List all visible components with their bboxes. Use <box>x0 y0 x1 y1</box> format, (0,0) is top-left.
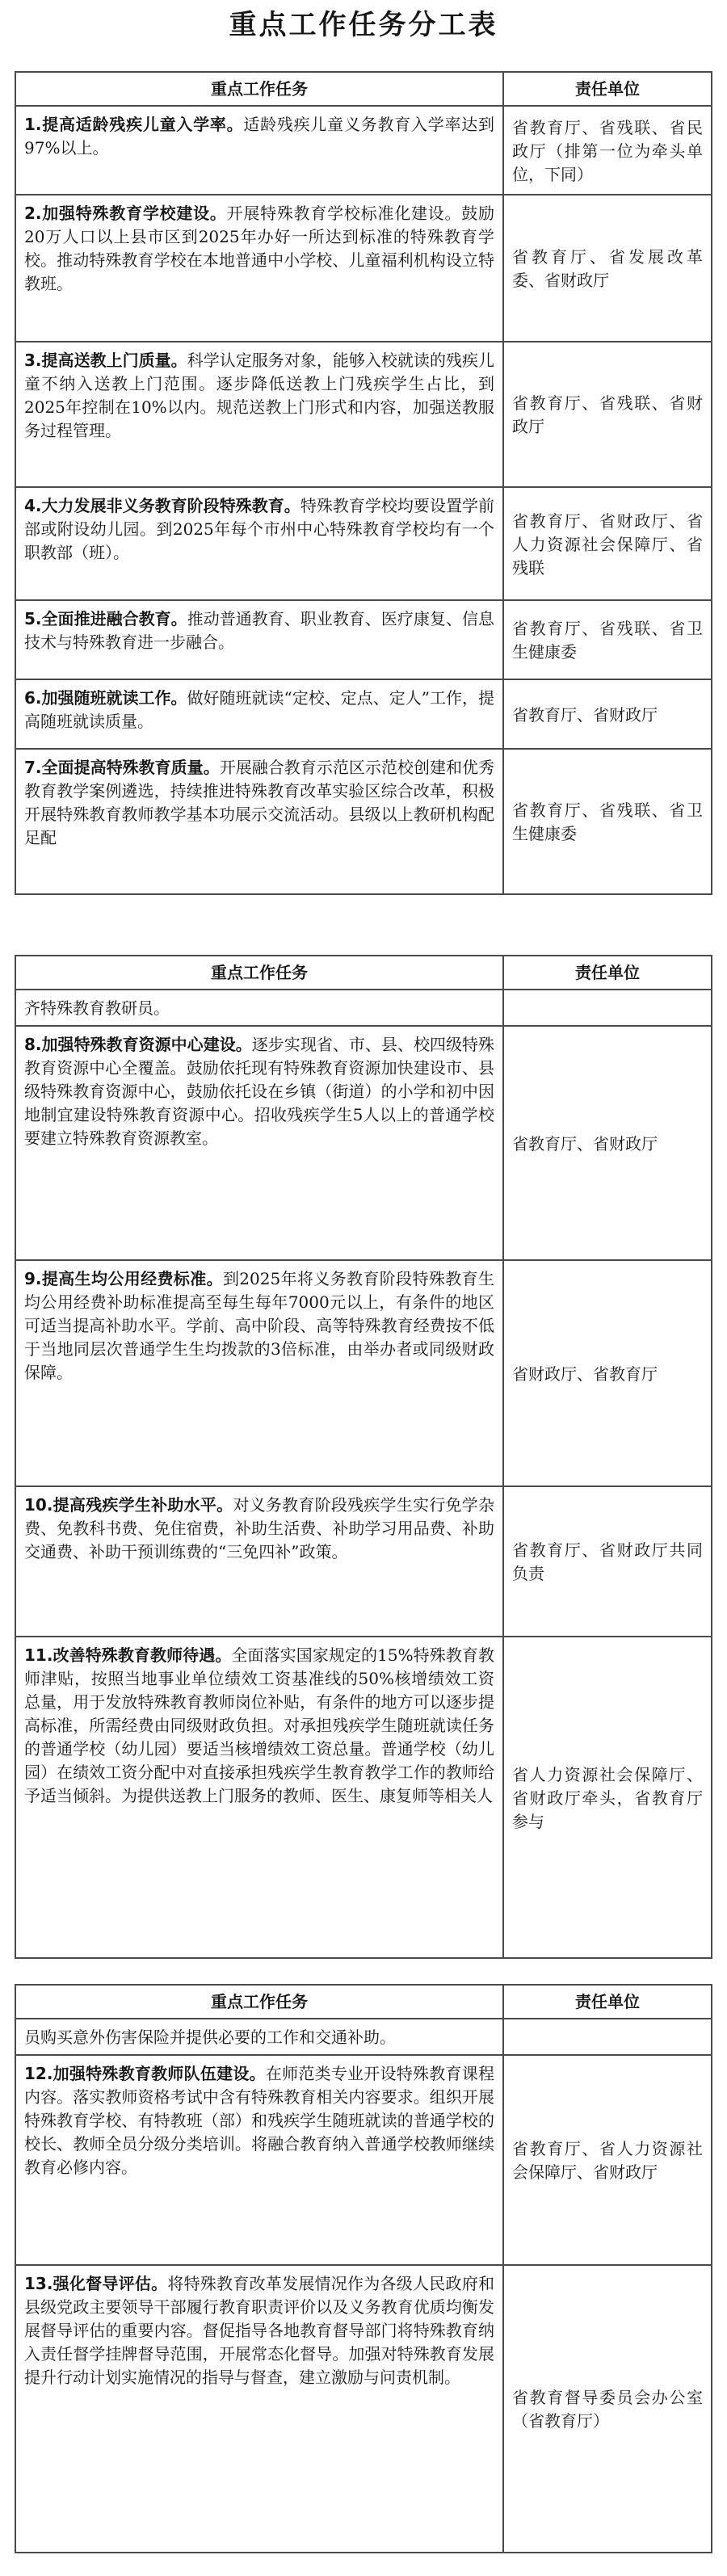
task-text: 推动普通教育、职业教育、医疗康复、信息技术与特殊教育进一步融合。 <box>24 609 494 652</box>
responsible-cell <box>503 2019 712 2055</box>
task-text: 开展融合教育示范区示范校创建和优秀教育教学案例遴选，持续推进特殊教育改革实验区综合改革，积极开展特殊教育教师教学基本功展示交流活动。县级以上教研机构配足配 <box>24 758 495 847</box>
table-row <box>15 1260 712 1486</box>
responsible-cell: 省教育厅、省财政厅、省人力资源社会保障厅、省残联 <box>503 487 712 600</box>
responsible-cell: 省教育厅、省财政厅 <box>503 1026 712 1260</box>
task-heading: 8.加强特殊教育资源中心建设。 <box>24 1035 252 1054</box>
task-cell <box>15 679 503 749</box>
task-text: 在师范类专业开设特殊教育课程内容。落实教师资格考试中含有特殊教育相关内容要求。组织开展特殊教育学校、有特教班（部）和残疾学生随班就读的普通学校的校长、教师全员分级分类培训。将融合教育纳入普通学校教师继续教育必修内容。 <box>24 2064 495 2177</box>
table-row <box>15 2265 712 2553</box>
task-heading: 9.提高生均公用经费标准。 <box>24 1269 223 1288</box>
task-text: 对义务教育阶段残疾学生实行免学杂费、免教科书费、免住宿费，补助生活费、补助学习用品费、补助交通费、补助干预训练费的“三免四补”政策。 <box>24 1495 495 1561</box>
task-cell <box>15 195 503 342</box>
task-cell <box>15 1486 503 1637</box>
table-row <box>15 342 712 487</box>
task-heading: 10.提高残疾学生补助水平。 <box>24 1495 233 1515</box>
responsible-cell: 省教育厅、省残联、省卫生健康委 <box>503 749 712 894</box>
responsible-cell: 省教育厅、省发展改革委、省财政厅 <box>503 195 712 342</box>
task-text: 科学认定服务对象，能够入校就读的残疾儿童不纳入送教上门范围。逐步降低送教上门残疾学生占比，到2025年控制在10%以内。规范送教上门形式和内容，加强送教服务过程管理。 <box>24 351 494 440</box>
table-page-1 <box>15 71 711 895</box>
task-heading: 6.加强随班就读工作。 <box>24 688 187 708</box>
responsible-cell: 省教育厅、省残联、省卫生健康委 <box>503 600 712 679</box>
task-cell <box>15 749 503 894</box>
header-responsible: 责任单位 <box>503 1985 712 2019</box>
task-text: 将特殊教育改革发展情况作为各级人民政府和县级党政主要领导干部履行教育职责评价以及义务教育优质均衡发展督导评估的重要内容。督促指导各地教育督导部门将特殊教育纳入责任督学挂牌督导范围，开展常态化督导。加强对特殊教育发展提升行动计划实施情况的指导与督查，建立激励与问责机制。 <box>24 2274 494 2387</box>
page-title: 重点工作任务分工表 <box>229 9 498 41</box>
table-header-row <box>15 956 712 990</box>
task-heading: 3.提高送教上门质量。 <box>24 351 187 370</box>
responsible-cell: 省教育厅、省财政厅 <box>503 679 712 749</box>
header-task: 重点工作任务 <box>15 1985 503 2019</box>
task-text: 齐特殊教育教研员。 <box>24 998 170 1018</box>
responsible-cell: 省教育厅、省残联、省民政厅（排第一位为牵头单位，下同） <box>503 106 712 195</box>
task-cell <box>15 342 503 487</box>
responsible-cell <box>503 990 712 1026</box>
task-table <box>15 955 712 1959</box>
task-table <box>15 71 712 895</box>
responsible-cell: 省教育厅、省财政厅共同负责 <box>503 1486 712 1637</box>
table-row <box>15 1486 712 1637</box>
table-row <box>15 2019 712 2055</box>
table-page-2 <box>15 955 711 1959</box>
task-heading: 4.大力发展非义务教育阶段特殊教育。 <box>24 496 300 515</box>
task-heading: 13.强化督导评估。 <box>24 2274 168 2293</box>
task-cell <box>15 1260 503 1486</box>
task-text: 特殊教育学校均要设置学前部或附设幼儿园。到2025年每个市州中心特殊教育学校均有一个职教部（班）。 <box>24 496 495 562</box>
header-responsible: 责任单位 <box>503 72 712 106</box>
task-heading: 7.全面提高特殊教育质量。 <box>24 758 220 777</box>
header-task: 重点工作任务 <box>15 72 503 106</box>
responsible-cell: 省人力资源社会保障厅、省财政厅牵头，省教育厅参与 <box>503 1637 712 1958</box>
task-text: 做好随班就读“定校、定点、定人”工作，提高随班就读质量。 <box>24 688 495 731</box>
table-row <box>15 1026 712 1260</box>
task-cell <box>15 106 503 195</box>
task-heading: 5.全面推进融合教育。 <box>24 609 187 628</box>
task-heading: 12.加强特殊教育教师队伍建设。 <box>24 2064 266 2083</box>
task-text: 到2025年将义务教育阶段特殊教育生均公用经费补助标准提高至每生每年7000元以上，有条件的地区可适当提高补助水平。学前、高中阶段、高等特殊教育经费按不低于当地同层次普通学生生均拨款的3倍标准，由举办者或同级财政保障。 <box>24 1269 494 1382</box>
task-text: 适龄残疾儿童义务教育入学率达到97%以上。 <box>24 115 495 158</box>
header-task: 重点工作任务 <box>15 956 503 990</box>
task-cell <box>15 600 503 679</box>
task-cell <box>15 990 503 1026</box>
table-row <box>15 990 712 1026</box>
task-cell <box>15 2055 503 2265</box>
table-header-row <box>15 1985 712 2019</box>
task-text: 逐步实现省、市、县、校四级特殊教育资源中心全覆盖。鼓励依托现有特殊教育资源加快建设市、县级特殊教育资源中心，鼓励依托设在乡镇（街道）的小学和初中因地制宜建设特殊教育资源中心。招收残疾学生5人以上的普通学校要建立特殊教育资源教室。 <box>24 1035 495 1148</box>
task-text: 开展特殊教育学校标准化建设。鼓励20万人口以上县市区到2025年办好一所达到标准的特殊教育学校。推动特殊教育学校在本地普通中小学校、儿童福利机构设立特教班。 <box>24 204 495 293</box>
table-header-row <box>15 72 712 106</box>
table-row <box>15 195 712 342</box>
task-heading: 11.改善特殊教育教师待遇。 <box>24 1645 232 1665</box>
table-row <box>15 106 712 195</box>
table-row <box>15 2055 712 2265</box>
task-text: 员购买意外伤害保险并提供必要的工作和交通补助。 <box>24 2028 396 2047</box>
task-cell <box>15 487 503 600</box>
responsible-cell: 省财政厅、省教育厅 <box>503 1260 712 1486</box>
responsible-cell: 省教育厅、省人力资源社会保障厅、省财政厅 <box>503 2055 712 2265</box>
responsible-cell: 省教育厅、省残联、省财政厅 <box>503 342 712 487</box>
task-table <box>15 1984 712 2553</box>
table-row <box>15 600 712 679</box>
table-row <box>15 749 712 894</box>
task-text: 全面落实国家规定的15%特殊教育教师津贴，按照当地事业单位绩效工资基准线的50%核增绩效工资总量，用于发放特殊教育教师岗位补贴，有条件的地方可以逐步提高标准，所需经费由同级财政负担。对承担残疾学生随班就读任务的普通学校（幼儿园）要适当核增绩效工资总量。普通学校（幼儿园）在绩效工资分配中对直接承担残疾学生教育教学工作的教师给予适当倾斜。为提供送教上门服务的教师、医生、康复师等相关人 <box>24 1645 494 1805</box>
table-row <box>15 679 712 749</box>
task-heading: 2.加强特殊教育学校建设。 <box>24 204 227 223</box>
task-cell <box>15 1026 503 1260</box>
task-cell <box>15 1637 503 1958</box>
task-cell <box>15 2019 503 2055</box>
task-cell <box>15 2265 503 2553</box>
header-responsible: 责任单位 <box>503 956 712 990</box>
task-heading: 1.提高适龄残疾儿童入学率。 <box>24 115 244 134</box>
table-page-3 <box>15 1984 711 2553</box>
responsible-cell: 省教育督导委员会办公室（省教育厅） <box>503 2265 712 2553</box>
table-row <box>15 487 712 600</box>
table-row <box>15 1637 712 1958</box>
